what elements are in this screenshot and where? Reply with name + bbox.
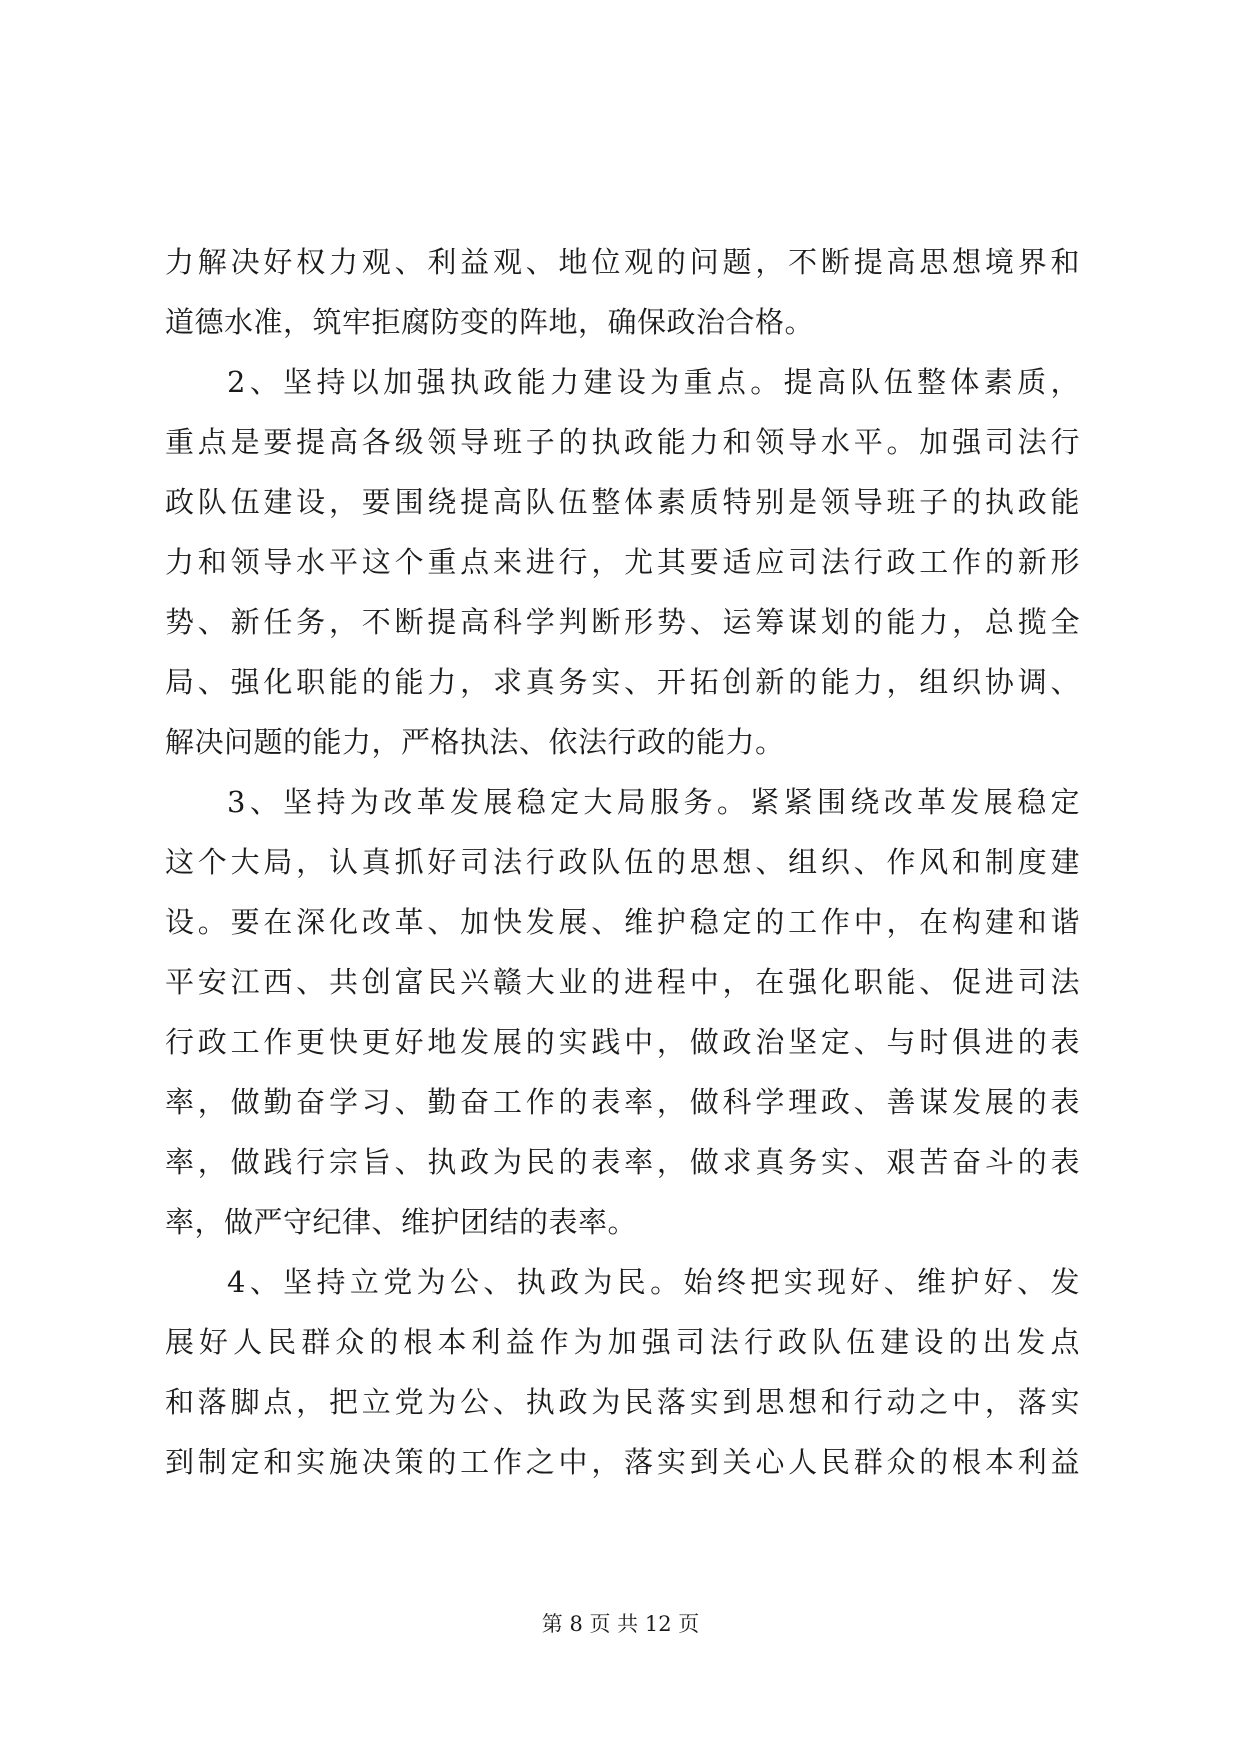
text-line: 展好人民群众的根本利益作为加强司法行政队伍建设的出发点 — [165, 1325, 1080, 1359]
paragraph-start-line: 4、坚持立党为公、执政为民。始终把实现好、维护好、发 — [227, 1265, 1080, 1299]
text-line: 势、新任务，不断提高科学判断形势、运筹谋划的能力，总揽全 — [165, 605, 1080, 639]
text-line: 解决问题的能力，严格执法、依法行政的能力。 — [165, 725, 785, 759]
text-line: 力解决好权力观、利益观、地位观的问题，不断提高思想境界和 — [165, 245, 1080, 279]
text-line: 和落脚点，把立党为公、执政为民落实到思想和行动之中，落实 — [165, 1385, 1080, 1419]
text-line: 到制定和实施决策的工作之中，落实到关心人民群众的根本利益 — [165, 1445, 1080, 1479]
page-number-footer: 第 8 页 共 12 页 — [541, 1612, 700, 1636]
text-line: 局、强化职能的能力，求真务实、开拓创新的能力，组织协调、 — [165, 665, 1080, 699]
body-text — [165, 232, 1080, 1492]
text-line: 重点是要提高各级领导班子的执政能力和领导水平。加强司法行 — [165, 425, 1080, 459]
text-line: 这个大局，认真抓好司法行政队伍的思想、组织、作风和制度建 — [165, 845, 1080, 879]
text-line: 行政工作更快更好地发展的实践中，做政治坚定、与时俱进的表 — [165, 1025, 1080, 1059]
paragraph-start-line: 3、坚持为改革发展稳定大局服务。紧紧围绕改革发展稳定 — [227, 785, 1080, 819]
text-line: 率，做践行宗旨、执政为民的表率，做求真务实、艰苦奋斗的表 — [165, 1145, 1080, 1179]
paragraph-start-line: 2、坚持以加强执政能力建设为重点。提高队伍整体素质， — [227, 365, 1080, 399]
text-line: 政队伍建设，要围绕提高队伍整体素质特别是领导班子的执政能 — [165, 485, 1080, 519]
text-line: 平安江西、共创富民兴赣大业的进程中，在强化职能、促进司法 — [165, 965, 1080, 999]
text-line: 力和领导水平这个重点来进行，尤其要适应司法行政工作的新形 — [165, 545, 1080, 579]
text-line: 率，做勤奋学习、勤奋工作的表率，做科学理政、善谋发展的表 — [165, 1085, 1080, 1119]
text-line: 道德水准，筑牢拒腐防变的阵地，确保政治合格。 — [165, 305, 815, 339]
text-line: 率，做严守纪律、维护团结的表率。 — [165, 1205, 638, 1239]
text-line: 设。要在深化改革、加快发展、维护稳定的工作中，在构建和谐 — [165, 905, 1080, 939]
